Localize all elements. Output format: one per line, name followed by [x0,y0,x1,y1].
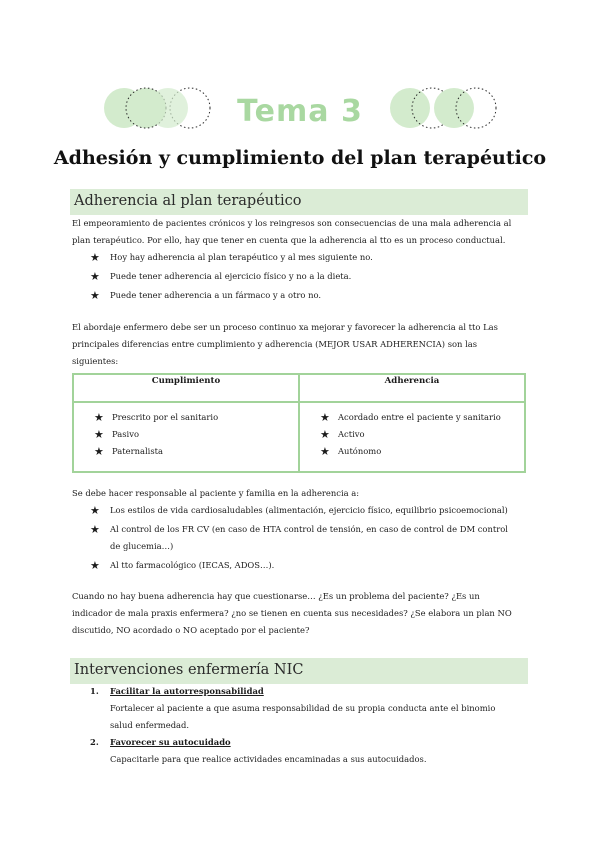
section-heading-text: Adherencia al plan terapéutico [74,193,302,209]
approach-paragraph: El abordaje enfermero debe ser un proceso continuo xa mejorar y favorecer la adherencia al tto Las principales diferencias entre cumplimiento y adherencia (MEJOR USAR ADHERENCIA) son las siguientes: [72,322,498,366]
questions-paragraph: Cuando no hay buena adherencia hay que cuestionarse… ¿Es un problema del paciente? ¿Es un indicador de mala praxis enfermera? ¿no se tienen en cuenta sus necesidades? ¿Se elabora un plan NO discutido, NO acordado o NO aceptado por el paciente? [72,591,512,635]
table-header-cumplimiento: Cumplimiento [73,374,299,402]
list-item: ★ Prescrito por el sanitario [94,411,219,424]
star-icon: ★ [90,251,100,264]
list-item: ★ Al control de los FR CV (en caso de HTA control de tensión, en caso de control de DM control de glucemia…) [90,523,508,551]
section-heading-text: Intervenciones enfermería NIC [74,662,304,678]
list-item [90,683,520,734]
item-number: 1. [90,686,99,696]
table-cell-cumplimiento [73,402,299,472]
star-icon: ★ [90,523,100,536]
list-item: ★ Paternalista [94,445,163,458]
star-icon: ★ [94,445,104,458]
star-icon: ★ [320,411,330,424]
item-title: Favorecer su autocuidado [110,737,231,747]
item-title: Facilitar la autorresponsabilidad [110,686,264,696]
responsibility-list [90,502,520,576]
star-icon: ★ [90,559,100,572]
responsibility-paragraph: Se debe hacer responsable al paciente y familia en la adherencia a: [72,488,360,498]
star-icon: ★ [90,270,100,283]
star-icon: ★ [320,428,330,441]
star-icon: ★ [90,504,100,517]
list-item: ★ Pasivo [94,428,140,441]
header-banner [0,86,600,144]
star-icon: ★ [94,428,104,441]
nic-interventions-list [90,683,520,768]
list-item: ★ Acordado entre el paciente y sanitario [320,411,501,424]
item-description: Fortalecer al paciente a que asuma responsabilidad de su propia conducta ante el binomio salud enfermedad. [110,703,496,730]
list-item: ★ Autónomo [320,445,382,458]
star-icon: ★ [90,289,100,302]
list-item: ★ Activo [320,428,365,441]
item-description: Capacitarle para que realice actividades encaminadas a sus autocuidados. [110,754,427,764]
table-header-adherencia: Adherencia [299,374,525,402]
star-icon: ★ [94,411,104,424]
section-heading-adherencia [70,189,528,215]
table-cell-adherencia [299,402,525,472]
list-item: ★ Hoy hay adherencia al plan terapéutico y al mes siguiente no. [90,248,520,267]
intro-paragraph: El empeoramiento de pacientes crónicos y los reingresos son consecuencias de una mala adherencia al plan terapéutico. Por ello, hay que tener en cuenta que la adherencia al tto es un proceso conductual. [72,218,512,245]
star-icon: ★ [320,445,330,458]
tema-number: Tema 3 [237,94,363,129]
comparison-table [72,373,526,473]
item-number: 2. [90,737,99,747]
list-item: ★ Los estilos de vida cardiosaludables (alimentación, ejercicio físico, equilibrio psicoemocional) [90,504,508,517]
list-item [90,734,520,768]
decorative-circles-right [388,86,500,130]
list-item: ★ Puede tener adherencia al ejercicio físico y no a la dieta. [90,267,520,286]
section-heading-nic [70,658,528,684]
adherence-examples-list [90,248,520,305]
page-title: Adhesión y cumplimiento del plan terapéutico [53,147,547,169]
list-item: ★ Al tto farmacológico (IECAS, ADOS…). [90,559,275,572]
list-item: ★ Puede tener adherencia a un fármaco y a otro no. [90,286,520,305]
